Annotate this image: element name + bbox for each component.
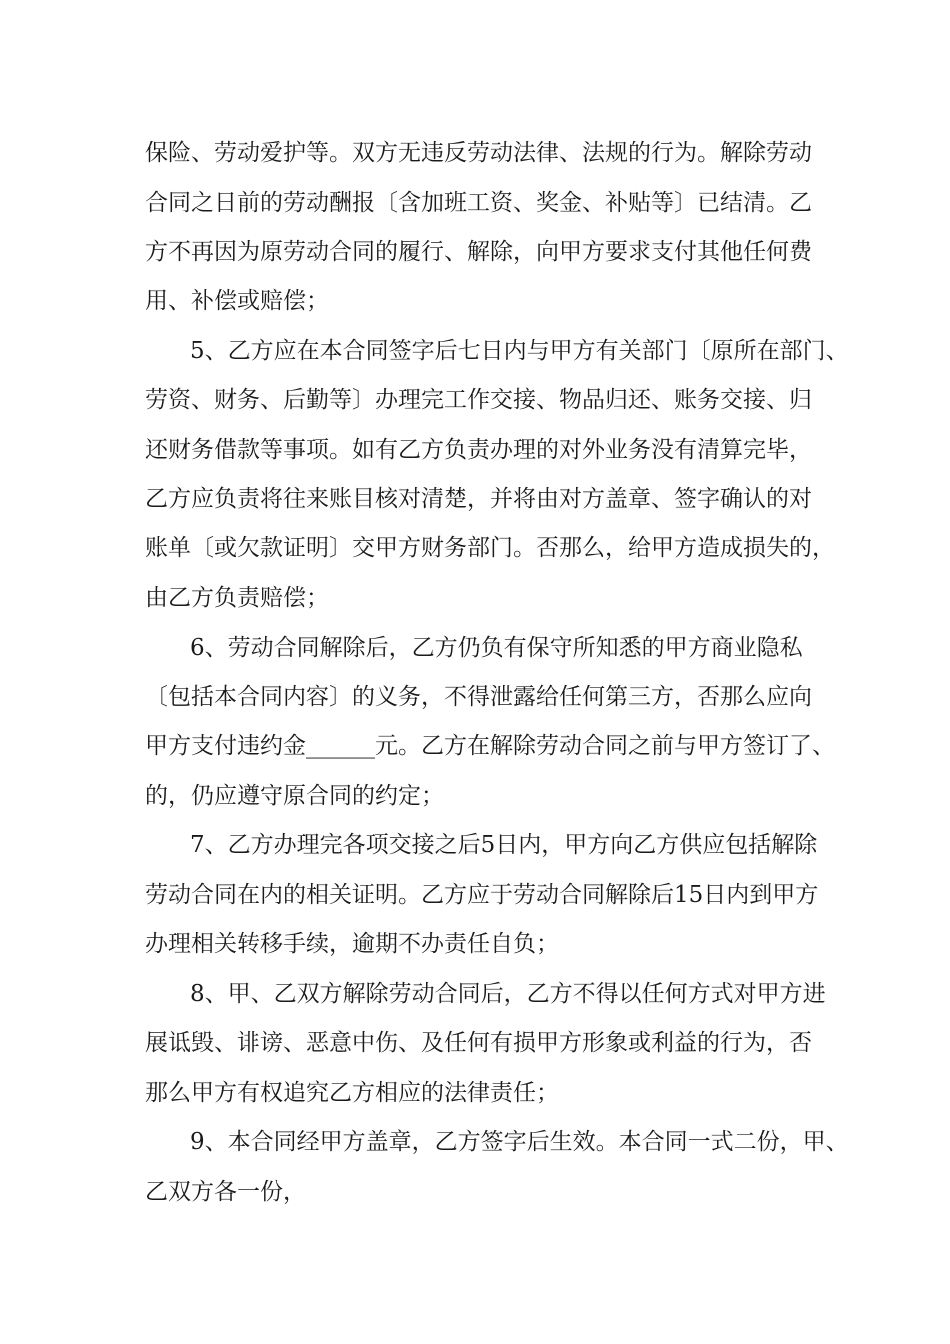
paragraph-9-start: 9、本合同经甲方盖章，乙方签字后生效。本合同一式二份，甲、 (190, 1129, 849, 1155)
text-line: 还财务借款等事项。如有乙方负责办理的对外业务没有清算完毕， (145, 437, 812, 463)
text-line: 合同之日前的劳动酬报〔含加班工资、奖金、补贴等〕已结清。乙 (145, 190, 812, 216)
text-line: 劳资、财务、后勤等〕办理完工作交接、物品归还、账务交接、归 (145, 387, 812, 413)
text-line: 保险、劳动爱护等。双方无违反劳动法律、法规的行为。解除劳动 (145, 140, 812, 166)
text-line: 〔包括本合同内容〕的义务，不得泄露给任何第三方，否那么应向 (145, 684, 812, 710)
text-line: 用、补偿或赔偿； (145, 288, 329, 314)
text-line: 那么甲方有权追究乙方相应的法律责任； (145, 1080, 559, 1106)
paragraph-8-start: 8、甲、乙双方解除劳动合同后，乙方不得以任何方式对甲方进 (190, 981, 826, 1007)
text-line: 乙双方各一份， (145, 1179, 306, 1205)
paragraph-6-start: 6、劳动合同解除后，乙方仍负有保守所知悉的甲方商业隐私 (190, 635, 803, 661)
paragraph-7-start: 7、乙方办理完各项交接之后5日内，甲方向乙方供应包括解除 (190, 832, 818, 858)
text-line: 劳动合同在内的相关证明。乙方应于劳动合同解除后15日内到甲方 (145, 882, 819, 908)
text-line: 的，仍应遵守原合同的约定； (145, 783, 444, 809)
text-line: 甲方支付违约金______元。乙方在解除劳动合同之前与甲方签订了、 (145, 733, 835, 759)
text-line: 展诋毁、诽谤、恶意中伤、及任何有损甲方形象或利益的行为，否 (145, 1030, 812, 1056)
text-line: 由乙方负责赔偿； (145, 585, 329, 611)
text-line: 方不再因为原劳动合同的履行、解除，向甲方要求支付其他任何费 (145, 239, 812, 265)
text-line: 乙方应负责将往来账目核对清楚，并将由对方盖章、签字确认的对 (145, 486, 812, 512)
text-line: 账单〔或欠款证明〕交甲方财务部门。否那么，给甲方造成损失的， (145, 535, 835, 561)
text-line: 办理相关转移手续，逾期不办责任自负； (145, 931, 559, 957)
paragraph-5-start: 5、乙方应在本合同签字后七日内与甲方有关部门〔原所在部门、 (190, 338, 849, 364)
